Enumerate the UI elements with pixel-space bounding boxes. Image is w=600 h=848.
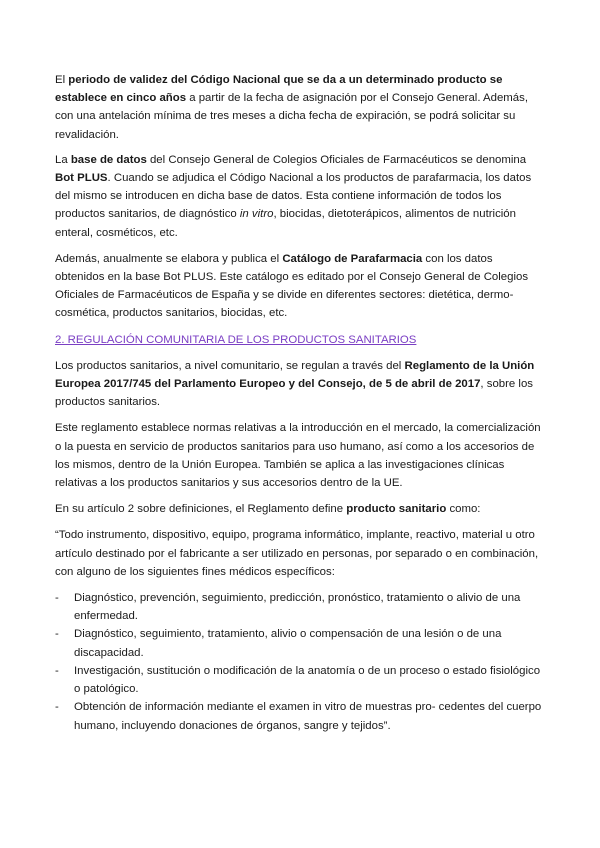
dash-bullet: -: [55, 592, 59, 605]
fines-medicos-list: [55, 589, 542, 735]
dash-bullet: -: [55, 628, 59, 641]
document-body: [55, 71, 542, 735]
text-run: a partir de la fecha de asignación por el Consejo General. Además, con una antelación mínima de tres meses a dicha fecha de expiración, se podrá solicitar su revalidación.: [55, 92, 528, 141]
bold-run: periodo de validez del Código Nacional que se da a un determinado producto se establece en cinco años: [55, 74, 503, 105]
bold-run: base de datos: [70, 153, 147, 166]
text-run: . Cuando se adjudica el Código Nacional a los productos de parafarmacia, los datos del mismo se introducen en dicha base de datos. Esta contiene información de todos los productos sanitarios, de diagnóstico: [55, 172, 532, 221]
paragraph-definicion: [55, 500, 542, 518]
section-heading: 2. REGULACIÓN COMUNITARIA DE LOS PRODUCTOS SANITARIOS: [55, 333, 417, 346]
dash-bullet: -: [55, 701, 59, 714]
paragraph-cita: “Todo instrumento, dispositivo, equipo, programa informático, implante, reactivo, material u otro artículo destinado por el fabricante a ser utilizado en personas, por separado o en combinación, con alguno de los siguientes fines médicos específicos:: [55, 529, 539, 578]
text-run: , biocidas, dietoterápicos, alimentos de nutrición enteral, cosméticos, etc.: [55, 208, 516, 239]
list-item: [55, 662, 542, 698]
text-run: con los datos obtenidos en la base Bot PLUS. Este catálogo es editado por el Consejo General de Colegios Oficiales de Farmacéuticos de España y se divide en diferentes sectores: dietética, dermo-cosmética, productos sanitarios, biocidas, etc.: [55, 252, 529, 320]
bold-run: Catálogo de Parafarmacia: [282, 252, 423, 265]
text-run: La: [55, 153, 71, 166]
paragraph-base-de-datos: [55, 151, 542, 242]
text-run: como:: [446, 503, 481, 516]
italic-run: in vitro: [239, 208, 274, 221]
bold-run: Bot PLUS: [55, 172, 108, 185]
bold-run: producto sanitario: [346, 503, 447, 516]
text-run: Además, anualmente se elabora y publica el: [55, 252, 283, 265]
list-item-text: Diagnóstico, seguimiento, tratamiento, alivio o compensación de una lesión o de una discapacidad.: [74, 628, 502, 659]
bold-run: Reglamento de la Unión Europea 2017/745 del Parlamento Europeo y del Consejo, de 5 de abril de 2017: [55, 359, 535, 391]
list-item: [55, 589, 542, 625]
text-run: El: [55, 74, 69, 86]
list-item: [55, 698, 542, 734]
paragraph-normas: Este reglamento establece normas relativas a la introducción en el mercado, la comercialización o la puesta en servicio de productos sanitarios para uso humano, así como a los accesorios de los mismos, dentro de la Unión Europea. También se aplica a las investigaciones clínicas relativas a los productos sanitarios y sus accesorios dentro de la UE.: [55, 422, 541, 490]
text-run: Los productos sanitarios, a nivel comunitario, se regulan a través del: [55, 359, 405, 372]
dash-bullet: -: [55, 664, 59, 677]
paragraph-codigo-nacional-validez: [55, 71, 542, 144]
list-item: [55, 625, 542, 661]
text-run: En su artículo 2 sobre definiciones, el Reglamento define: [55, 503, 347, 516]
text-run: del Consejo General de Colegios Oficiales de Farmacéuticos se denomina: [146, 153, 527, 166]
list-item-text: Obtención de información mediante el examen in vitro de muestras pro- cedentes del cuerpo humano, incluyendo donaciones de órganos, sangre y tejidos”.: [74, 701, 542, 732]
paragraph-reglamento: [55, 357, 542, 412]
list-item-text: Diagnóstico, prevención, seguimiento, predicción, pronóstico, tratamiento o alivio de una enfermedad.: [74, 592, 521, 623]
paragraph-catalogo-parafarmacia: [55, 250, 542, 323]
list-item-text: Investigación, sustitución o modificación de la anatomía o de un proceso o estado fisiológico o patológico.: [74, 664, 541, 696]
text-run: , sobre los productos sanitarios.: [55, 378, 533, 409]
